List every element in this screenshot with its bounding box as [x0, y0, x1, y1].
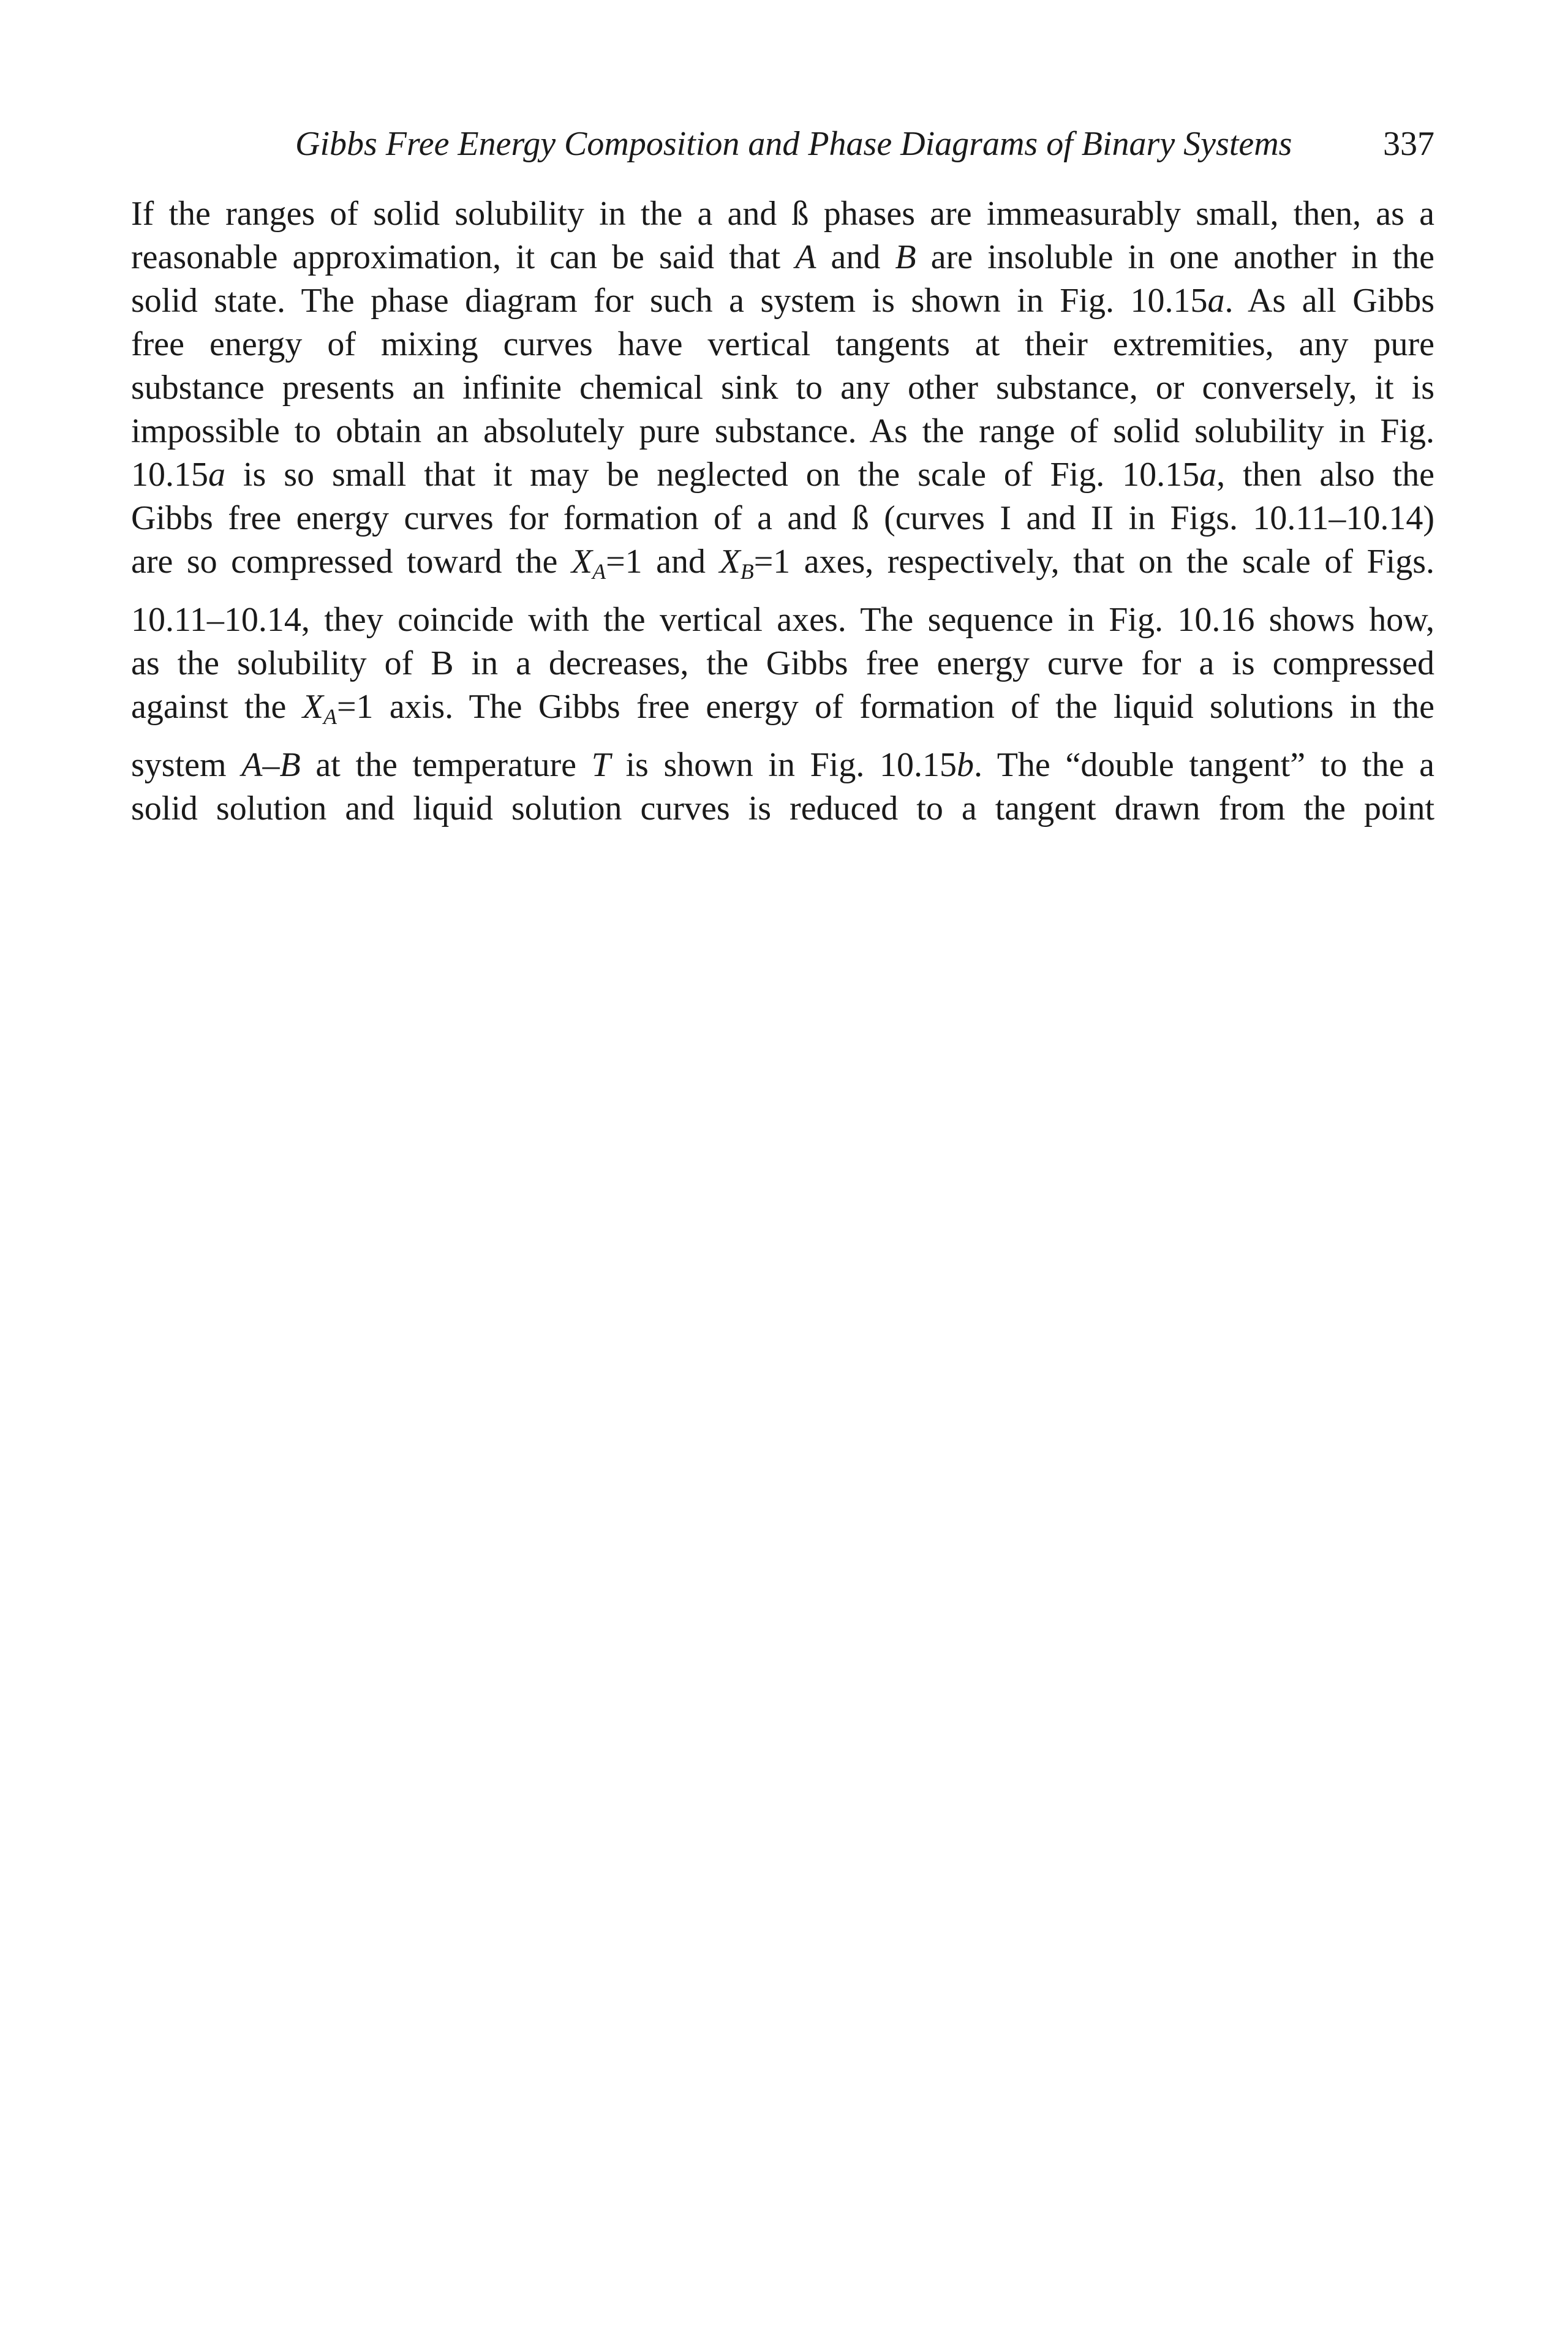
text-line: as the solubility of B in a decreases, the Gibbs free energy curve for a is compressed [131, 644, 1434, 682]
text-line: impossible to obtain an absolutely pure substance. As the range of solid solubility in Fig. [131, 412, 1434, 450]
text-line: substance presents an infinite chemical sink to any other substance, or conversely, it is [131, 369, 1434, 407]
page-number: 337 [1383, 125, 1434, 163]
text-line: 10.15a is so small that it may be neglected on the scale of Fig. 10.15a, then also the [131, 456, 1434, 494]
body-paragraph [131, 192, 1434, 831]
text-line: system A–B at the temperature T is shown in Fig. 10.15b. The “double tangent” to the a [131, 746, 1434, 784]
text-line: solid solution and liquid solution curves is reduced to a tangent drawn from the point [131, 790, 1434, 827]
text-line: 10.11–10.14, they coincide with the vertical axes. The sequence in Fig. 10.16 shows how, [131, 601, 1434, 639]
text-line: If the ranges of solid solubility in the a and ß phases are immeasurably small, then, as a [131, 195, 1434, 233]
running-header [295, 116, 1434, 172]
text-line: are so compressed toward the $X_A=1$ and $X_B=1$ axes, respectively, that on the scale of Figs. [131, 543, 1435, 584]
text-line: against the $X_A=1$ axis. The Gibbs free energy of formation of the liquid solutions in the [131, 688, 1434, 729]
text-line: solid state. The phase diagram for such a system is shown in Fig. 10.15a. As all Gibbs [131, 282, 1434, 320]
text-line: reasonable approximation, it can be said that A and B are insoluble in one another in the [131, 238, 1434, 276]
text-line: Gibbs free energy curves for formation of a and ß (curves I and II in Figs. 10.11–10.14) [131, 499, 1434, 537]
text-line: free energy of mixing curves have vertical tangents at their extremities, any pure [131, 325, 1434, 363]
running-title: Gibbs Free Energy Composition and Phase Diagrams of Binary Systems [295, 125, 1292, 163]
